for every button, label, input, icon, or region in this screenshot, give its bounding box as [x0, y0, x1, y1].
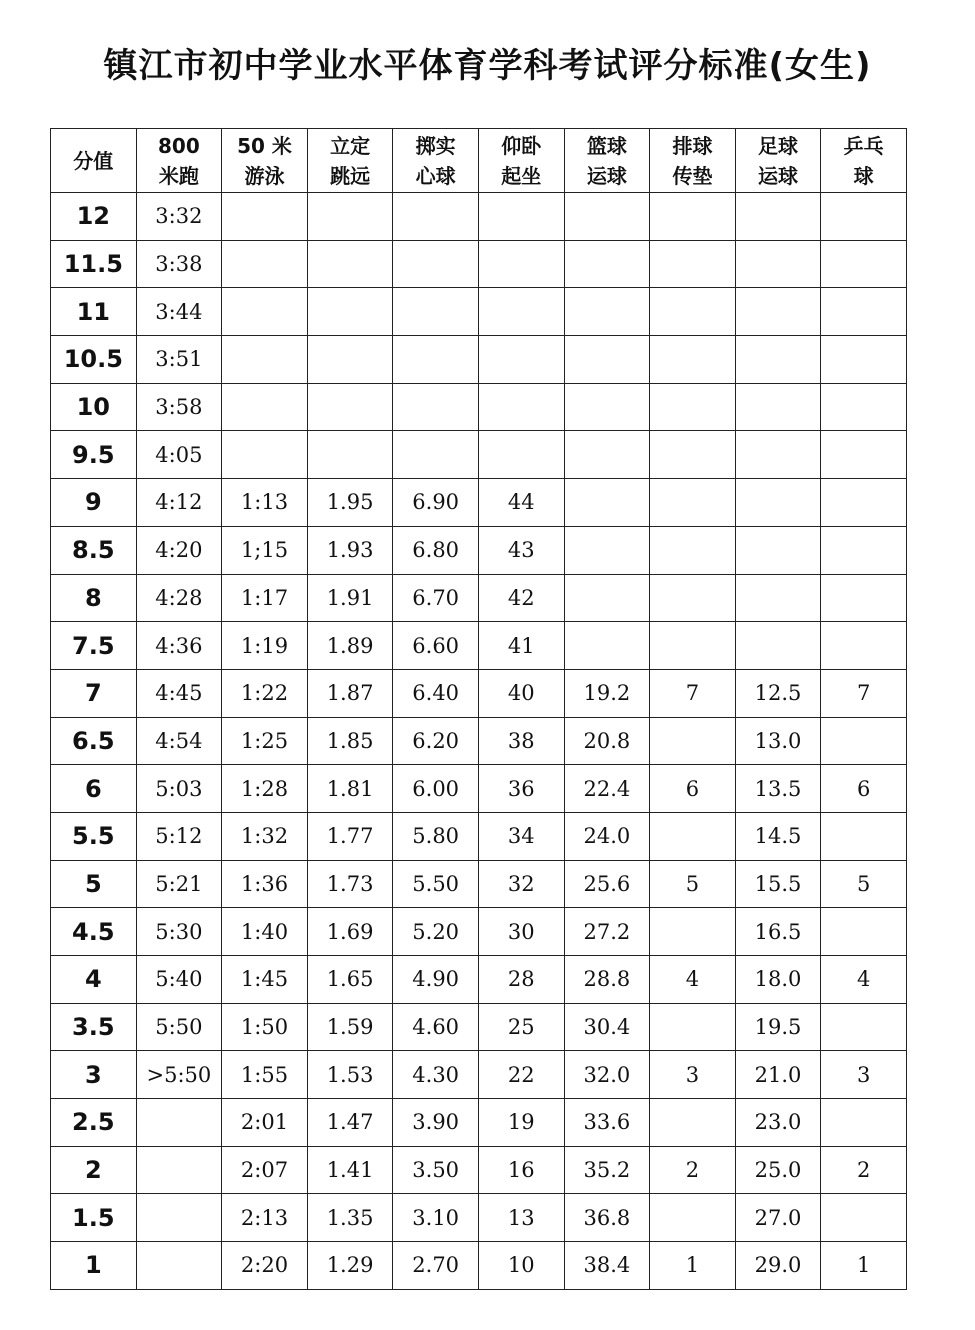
table-cell: 12.5: [735, 669, 821, 717]
table-cell: 6.40: [393, 669, 479, 717]
table-cell: 5: [821, 860, 907, 908]
table-cell: [735, 622, 821, 670]
table-cell: [222, 240, 308, 288]
table-cell: 34: [478, 812, 564, 860]
table-row: [51, 956, 907, 1004]
table-cell: 1:50: [222, 1003, 308, 1051]
table-cell: 1:25: [222, 717, 308, 765]
table-cell: [821, 336, 907, 384]
table-cell: 3: [650, 1051, 736, 1099]
table-cell: 38: [478, 717, 564, 765]
table-cell: 27.0: [735, 1194, 821, 1242]
table-cell: 30: [478, 908, 564, 956]
table-cell: [821, 717, 907, 765]
table-cell: 40: [478, 669, 564, 717]
table-cell: [821, 193, 907, 241]
score-cell: 11.5: [51, 240, 137, 288]
column-header: [821, 129, 907, 193]
table-cell: 3:32: [136, 193, 222, 241]
table-cell: 16: [478, 1146, 564, 1194]
column-header-line: 乒乓: [843, 133, 884, 158]
table-cell: [564, 288, 650, 336]
column-header: [136, 129, 222, 193]
table-cell: 32.0: [564, 1051, 650, 1099]
table-cell: 1:32: [222, 812, 308, 860]
table-cell: 4:54: [136, 717, 222, 765]
table-cell: 7: [821, 669, 907, 717]
score-cell: 3: [51, 1051, 137, 1099]
table-cell: [735, 431, 821, 479]
table-cell: [393, 336, 479, 384]
table-cell: 4.30: [393, 1051, 479, 1099]
table-cell: [393, 288, 479, 336]
column-header: [735, 129, 821, 193]
table-cell: [650, 240, 736, 288]
table-cell: 32: [478, 860, 564, 908]
table-cell: 1.91: [307, 574, 393, 622]
table-cell: [821, 574, 907, 622]
table-cell: 1.85: [307, 717, 393, 765]
table-cell: [735, 526, 821, 574]
column-header: [393, 129, 479, 193]
score-cell: 6: [51, 765, 137, 813]
table-cell: 5: [650, 860, 736, 908]
table-row: [51, 193, 907, 241]
table-cell: [650, 1099, 736, 1147]
table-cell: 4:45: [136, 669, 222, 717]
table-cell: 36.8: [564, 1194, 650, 1242]
table-row: [51, 431, 907, 479]
table-cell: [735, 336, 821, 384]
column-header: [307, 129, 393, 193]
table-cell: 1.87: [307, 669, 393, 717]
table-cell: [650, 526, 736, 574]
table-row: [51, 860, 907, 908]
table-cell: [307, 336, 393, 384]
table-cell: [821, 1194, 907, 1242]
table-cell: 41: [478, 622, 564, 670]
table-cell: 30.4: [564, 1003, 650, 1051]
table-row: [51, 1099, 907, 1147]
table-cell: 15.5: [735, 860, 821, 908]
table-cell: 1:17: [222, 574, 308, 622]
table-cell: [478, 431, 564, 479]
column-header-line: 立定: [330, 133, 371, 158]
table-cell: [821, 1099, 907, 1147]
table-cell: 3.10: [393, 1194, 479, 1242]
score-cell: 10: [51, 383, 137, 431]
table-cell: 4:20: [136, 526, 222, 574]
table-cell: [222, 193, 308, 241]
table-cell: 1.69: [307, 908, 393, 956]
score-cell: 9: [51, 479, 137, 527]
table-cell: [821, 479, 907, 527]
table-cell: 4:36: [136, 622, 222, 670]
score-cell: 9.5: [51, 431, 137, 479]
table-cell: [650, 383, 736, 431]
table-row: [51, 717, 907, 765]
table-cell: [307, 383, 393, 431]
table-cell: [564, 383, 650, 431]
table-cell: 6.00: [393, 765, 479, 813]
table-row: [51, 336, 907, 384]
table-cell: 20.8: [564, 717, 650, 765]
table-cell: [735, 574, 821, 622]
table-cell: 1.89: [307, 622, 393, 670]
table-cell: 5.20: [393, 908, 479, 956]
table-cell: [564, 240, 650, 288]
table-cell: 7: [650, 669, 736, 717]
table-row: [51, 574, 907, 622]
table-cell: [650, 288, 736, 336]
table-cell: [650, 193, 736, 241]
table-cell: [735, 479, 821, 527]
table-row: [51, 622, 907, 670]
table-cell: 44: [478, 479, 564, 527]
table-cell: [735, 193, 821, 241]
table-cell: 5:03: [136, 765, 222, 813]
table-cell: [735, 240, 821, 288]
table-cell: 1.73: [307, 860, 393, 908]
table-cell: [564, 336, 650, 384]
table-cell: [136, 1099, 222, 1147]
table-cell: 1:13: [222, 479, 308, 527]
table-cell: 28.8: [564, 956, 650, 1004]
table-cell: [735, 383, 821, 431]
table-cell: [393, 240, 479, 288]
table-cell: 2:07: [222, 1146, 308, 1194]
table-row: [51, 288, 907, 336]
table-cell: 2.70: [393, 1242, 479, 1290]
table-cell: 2:13: [222, 1194, 308, 1242]
table-cell: 1.59: [307, 1003, 393, 1051]
table-cell: 1.47: [307, 1099, 393, 1147]
table-cell: 27.2: [564, 908, 650, 956]
column-header-line: 分值: [73, 148, 114, 173]
table-cell: 10: [478, 1242, 564, 1290]
table-cell: 5:21: [136, 860, 222, 908]
table-cell: 1:22: [222, 669, 308, 717]
column-header-line: 800: [158, 133, 200, 158]
table-cell: 1: [650, 1242, 736, 1290]
table-cell: [393, 431, 479, 479]
score-cell: 5.5: [51, 812, 137, 860]
table-cell: 25: [478, 1003, 564, 1051]
table-cell: [821, 812, 907, 860]
page-title: 镇江市初中学业水平体育学科考试评分标准(女生): [103, 46, 872, 86]
column-header: [222, 129, 308, 193]
table-cell: 23.0: [735, 1099, 821, 1147]
table-cell: [564, 193, 650, 241]
table-cell: [136, 1146, 222, 1194]
table-cell: [478, 336, 564, 384]
table-cell: 4.60: [393, 1003, 479, 1051]
table-cell: 5:12: [136, 812, 222, 860]
table-cell: [821, 240, 907, 288]
table-cell: 3.90: [393, 1099, 479, 1147]
column-header-line: 传垫: [672, 163, 713, 188]
table-cell: 5.80: [393, 812, 479, 860]
score-cell: 5: [51, 860, 137, 908]
column-header-line: 50 米: [237, 133, 292, 158]
table-cell: 2:01: [222, 1099, 308, 1147]
table-cell: 13.0: [735, 717, 821, 765]
table-cell: 1.35: [307, 1194, 393, 1242]
table-cell: [222, 336, 308, 384]
table-cell: [821, 288, 907, 336]
table-cell: [821, 908, 907, 956]
column-header: [650, 129, 736, 193]
table-cell: 14.5: [735, 812, 821, 860]
column-header-line: 游泳: [244, 163, 285, 188]
column-header-line: 篮球: [586, 133, 627, 158]
table-cell: [564, 431, 650, 479]
column-header: [564, 129, 650, 193]
score-cell: 6.5: [51, 717, 137, 765]
table-cell: [307, 240, 393, 288]
column-header-line: 跳远: [330, 163, 371, 188]
column-header-line: 心球: [415, 163, 456, 188]
table-cell: [650, 622, 736, 670]
table-cell: 1.95: [307, 479, 393, 527]
table-cell: 16.5: [735, 908, 821, 956]
table-cell: 21.0: [735, 1051, 821, 1099]
column-header-line: 起坐: [501, 163, 542, 188]
table-cell: 3:51: [136, 336, 222, 384]
table-row: [51, 1242, 907, 1290]
table-cell: 4: [821, 956, 907, 1004]
table-cell: 28: [478, 956, 564, 1004]
table-cell: [307, 193, 393, 241]
table-cell: 19.5: [735, 1003, 821, 1051]
column-header-line: 球: [853, 163, 874, 188]
table-row: [51, 812, 907, 860]
table-cell: 1: [821, 1242, 907, 1290]
score-cell: 2.5: [51, 1099, 137, 1147]
score-cell: 7: [51, 669, 137, 717]
table-row: [51, 669, 907, 717]
table-cell: 1;15: [222, 526, 308, 574]
table-row: [51, 526, 907, 574]
table-cell: 1.41: [307, 1146, 393, 1194]
score-cell: 1.5: [51, 1194, 137, 1242]
column-header: [51, 129, 137, 193]
table-cell: [735, 288, 821, 336]
table-cell: 3:44: [136, 288, 222, 336]
table-cell: 25.0: [735, 1146, 821, 1194]
table-header: [51, 129, 907, 193]
table-cell: [393, 383, 479, 431]
score-cell: 8.5: [51, 526, 137, 574]
table-cell: 1:28: [222, 765, 308, 813]
table-cell: [564, 526, 650, 574]
score-cell: 12: [51, 193, 137, 241]
table-cell: 1:55: [222, 1051, 308, 1099]
table-cell: [821, 1003, 907, 1051]
table-cell: 19.2: [564, 669, 650, 717]
column-header-line: 排球: [672, 133, 713, 158]
column-header-line: 足球: [758, 133, 799, 158]
table-cell: 1.29: [307, 1242, 393, 1290]
table-cell: 6: [650, 765, 736, 813]
table-cell: 6.90: [393, 479, 479, 527]
score-cell: 2: [51, 1146, 137, 1194]
table-cell: 1.77: [307, 812, 393, 860]
scoring-table: [50, 128, 907, 1290]
table-cell: 4: [650, 956, 736, 1004]
column-header-line: 运球: [586, 163, 627, 188]
table-cell: 42: [478, 574, 564, 622]
table-cell: [650, 717, 736, 765]
table-cell: [821, 431, 907, 479]
table-cell: [650, 574, 736, 622]
table-cell: 2:20: [222, 1242, 308, 1290]
score-cell: 3.5: [51, 1003, 137, 1051]
table-cell: [650, 908, 736, 956]
table-cell: 1:19: [222, 622, 308, 670]
table-cell: 13: [478, 1194, 564, 1242]
table-cell: 38.4: [564, 1242, 650, 1290]
column-header: [478, 129, 564, 193]
table-cell: 3.50: [393, 1146, 479, 1194]
table-cell: 35.2: [564, 1146, 650, 1194]
table-cell: 1.81: [307, 765, 393, 813]
table-cell: 18.0: [735, 956, 821, 1004]
table-cell: 5:40: [136, 956, 222, 1004]
table-cell: 1.65: [307, 956, 393, 1004]
table-cell: 3:38: [136, 240, 222, 288]
column-header-line: 仰卧: [501, 133, 542, 158]
table-cell: [564, 574, 650, 622]
column-header-line: 掷实: [415, 133, 456, 158]
column-header-line: 米跑: [158, 163, 199, 188]
column-header-line: 运球: [758, 163, 799, 188]
table-cell: [650, 812, 736, 860]
table-cell: 1.93: [307, 526, 393, 574]
score-cell: 4.5: [51, 908, 137, 956]
table-cell: 6.60: [393, 622, 479, 670]
table-cell: 2: [821, 1146, 907, 1194]
table-cell: [650, 1194, 736, 1242]
table-cell: 3:58: [136, 383, 222, 431]
table-cell: 6.80: [393, 526, 479, 574]
table-cell: 1.53: [307, 1051, 393, 1099]
table-row: [51, 1194, 907, 1242]
table-cell: 19: [478, 1099, 564, 1147]
table-row: [51, 1146, 907, 1194]
table-row: [51, 479, 907, 527]
table-cell: 13.5: [735, 765, 821, 813]
table-cell: [136, 1194, 222, 1242]
table-cell: [478, 240, 564, 288]
table-row: [51, 765, 907, 813]
table-cell: [307, 431, 393, 479]
table-cell: 5.50: [393, 860, 479, 908]
table-cell: 33.6: [564, 1099, 650, 1147]
table-row: [51, 908, 907, 956]
table-cell: 4:28: [136, 574, 222, 622]
table-cell: 4:12: [136, 479, 222, 527]
table-cell: [222, 288, 308, 336]
table-cell: 2: [650, 1146, 736, 1194]
table-cell: 25.6: [564, 860, 650, 908]
table-row: [51, 1003, 907, 1051]
score-cell: 7.5: [51, 622, 137, 670]
table-cell: >5:50: [136, 1051, 222, 1099]
table-cell: [307, 288, 393, 336]
score-cell: 11: [51, 288, 137, 336]
table-cell: [650, 431, 736, 479]
score-cell: 8: [51, 574, 137, 622]
table-cell: [564, 622, 650, 670]
table-cell: 5:30: [136, 908, 222, 956]
score-cell: 10.5: [51, 336, 137, 384]
table-cell: [650, 336, 736, 384]
table-cell: 22.4: [564, 765, 650, 813]
table-cell: 6.20: [393, 717, 479, 765]
table-cell: 6.70: [393, 574, 479, 622]
table-cell: 1:40: [222, 908, 308, 956]
table-row: [51, 383, 907, 431]
table-cell: [478, 193, 564, 241]
table-cell: [478, 383, 564, 431]
table-cell: [650, 1003, 736, 1051]
table-cell: [821, 383, 907, 431]
table-row: [51, 240, 907, 288]
table-cell: 29.0: [735, 1242, 821, 1290]
table-cell: 4:05: [136, 431, 222, 479]
table-cell: 1:36: [222, 860, 308, 908]
table-cell: [222, 383, 308, 431]
score-cell: 4: [51, 956, 137, 1004]
table-cell: 24.0: [564, 812, 650, 860]
table-cell: 1:45: [222, 956, 308, 1004]
table-cell: 4.90: [393, 956, 479, 1004]
table-row: [51, 1051, 907, 1099]
table-cell: 36: [478, 765, 564, 813]
table-cell: [136, 1242, 222, 1290]
table-cell: 5:50: [136, 1003, 222, 1051]
table-cell: [821, 622, 907, 670]
table-cell: 3: [821, 1051, 907, 1099]
table-cell: 22: [478, 1051, 564, 1099]
table-body: [51, 193, 907, 1290]
table-cell: [821, 526, 907, 574]
table-cell: [222, 431, 308, 479]
table-cell: 6: [821, 765, 907, 813]
table-cell: [393, 193, 479, 241]
table-cell: [564, 479, 650, 527]
table-cell: [478, 288, 564, 336]
table-cell: 43: [478, 526, 564, 574]
score-cell: 1: [51, 1242, 137, 1290]
table-cell: [650, 479, 736, 527]
